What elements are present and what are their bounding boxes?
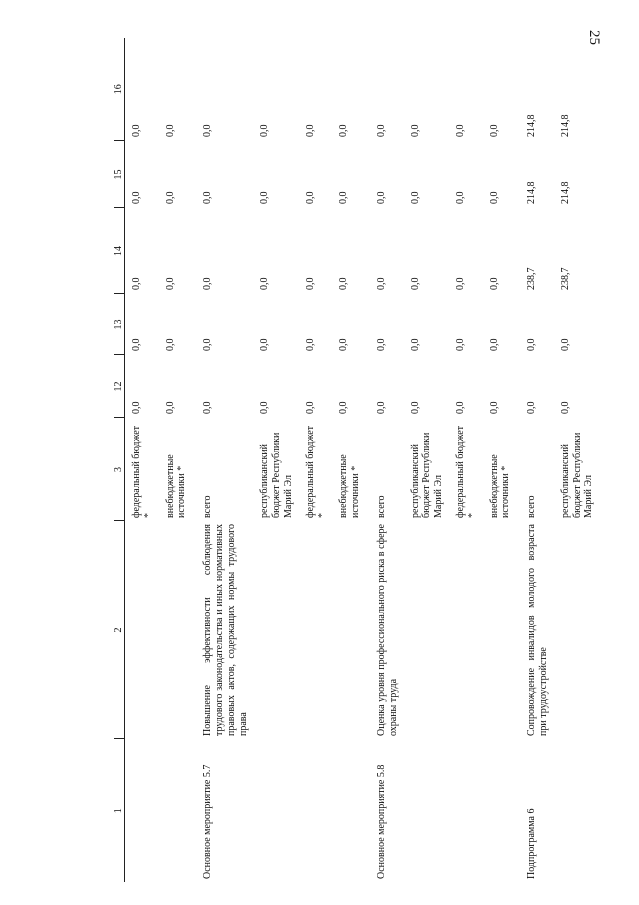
value-cell: 0,0: [488, 124, 500, 137]
budget-table: [114, 38, 599, 882]
column-header: 13: [114, 294, 125, 355]
value-cell: 0,0: [259, 338, 271, 351]
table-row: [299, 38, 333, 882]
funding-source-cell: республиканский бюджет Республики Марий Эл: [409, 432, 445, 518]
value-cell: 0,0: [304, 338, 316, 351]
activity-cell: [332, 739, 366, 882]
value-cell: 0,0: [164, 401, 176, 414]
table-row: [554, 38, 599, 882]
column-header: 14: [114, 208, 125, 294]
value-cell: 0,0: [338, 401, 350, 414]
funding-source-cell: республиканский бюджет Республики Марий Эл: [259, 432, 294, 518]
value-cell: 0,0: [375, 338, 387, 351]
value-cell: 238,7: [526, 267, 538, 290]
activity-cell: [299, 739, 333, 882]
activity-cell: Основное мероприятие 5.7: [202, 764, 214, 879]
column-header: 2: [114, 521, 125, 739]
description-cell: [554, 521, 599, 739]
funding-source-cell: всего: [202, 495, 214, 518]
value-cell: 0,0: [375, 124, 387, 137]
value-cell: 0,0: [488, 401, 500, 414]
table-row: [516, 38, 554, 882]
value-cell: 0,0: [375, 401, 387, 414]
value-cell: 0,0: [164, 338, 176, 351]
value-cell: 214,8: [526, 181, 538, 204]
column-header: 12: [114, 355, 125, 418]
rotated-table-container: [114, 38, 625, 882]
value-cell: 0,0: [409, 191, 421, 204]
description-cell: [483, 521, 517, 739]
table-row: [332, 38, 366, 882]
description-cell: [253, 521, 298, 739]
column-header: 16: [114, 38, 125, 141]
value-cell: 0,0: [304, 401, 316, 414]
column-header: 3: [114, 418, 125, 521]
value-cell: 0,0: [131, 124, 142, 137]
value-cell: 0,0: [454, 191, 466, 204]
table-row: [404, 38, 449, 882]
description-cell: Повышение эффективности соблюдения трудового законодательства и иных нормативных правовых актов, содержащих нормы трудового права: [202, 524, 249, 736]
value-cell: 0,0: [338, 277, 350, 290]
value-cell: 0,0: [304, 124, 316, 137]
value-cell: 0,0: [259, 124, 271, 137]
description-cell: [404, 521, 449, 739]
activity-cell: [253, 739, 298, 882]
activity-cell: [404, 739, 449, 882]
description-cell: [332, 521, 366, 739]
table-row: [449, 38, 483, 882]
value-cell: 0,0: [409, 401, 421, 414]
value-cell: 0,0: [409, 124, 421, 137]
value-cell: 0,0: [131, 191, 142, 204]
funding-source-cell: внебюджетные источники *: [488, 454, 512, 518]
funding-source-cell: федеральный бюджет *: [304, 425, 328, 518]
value-cell: 0,0: [338, 124, 350, 137]
value-cell: 0,0: [375, 277, 387, 290]
value-cell: 0,0: [488, 338, 500, 351]
page-number: 25: [586, 30, 602, 45]
funding-source-cell: внебюджетные источники *: [338, 454, 362, 518]
funding-source-cell: всего: [375, 495, 387, 518]
value-cell: 0,0: [454, 277, 466, 290]
activity-cell: Основное мероприятие 5.8: [375, 764, 387, 879]
funding-source-cell: внебюджетные источники *: [164, 454, 188, 518]
value-cell: 0,0: [131, 277, 142, 290]
value-cell: 0,0: [409, 338, 421, 351]
value-cell: 0,0: [304, 191, 316, 204]
table-row: [483, 38, 517, 882]
funding-source-cell: федеральный бюджет *: [454, 425, 478, 518]
value-cell: 0,0: [164, 124, 176, 137]
table-row: [125, 38, 159, 882]
column-header: 1: [114, 739, 125, 882]
description-cell: [449, 521, 483, 739]
value-cell: 0,0: [409, 277, 421, 290]
funding-source-cell: федеральный бюджет *: [131, 425, 154, 518]
value-cell: 0,0: [338, 338, 350, 351]
value-cell: 0,0: [559, 338, 571, 351]
value-cell: 0,0: [559, 401, 571, 414]
value-cell: 0,0: [454, 124, 466, 137]
value-cell: 0,0: [202, 338, 214, 351]
value-cell: 0,0: [131, 338, 142, 351]
activity-cell: [125, 739, 159, 882]
table-row: [253, 38, 298, 882]
value-cell: 0,0: [259, 401, 271, 414]
column-header: 15: [114, 141, 125, 208]
funding-source-cell: всего: [526, 495, 538, 518]
value-cell: 214,8: [559, 114, 571, 137]
description-cell: Сопровождение инвалидов молодого возраста при трудоустройстве: [526, 524, 549, 736]
value-cell: 0,0: [526, 338, 538, 351]
value-cell: 0,0: [202, 277, 214, 290]
value-cell: 0,0: [131, 401, 142, 414]
value-cell: 0,0: [338, 191, 350, 204]
value-cell: 0,0: [375, 191, 387, 204]
activity-cell: [554, 739, 599, 882]
activity-cell: [449, 739, 483, 882]
description-cell: [125, 521, 159, 739]
value-cell: 0,0: [304, 277, 316, 290]
value-cell: 238,7: [559, 267, 571, 290]
value-cell: 0,0: [202, 401, 214, 414]
funding-source-cell: республиканский бюджет Республики Марий Эл: [559, 432, 595, 518]
value-cell: 0,0: [259, 191, 271, 204]
value-cell: 214,8: [526, 114, 538, 137]
value-cell: 214,8: [559, 181, 571, 204]
value-cell: 0,0: [259, 277, 271, 290]
activity-cell: [483, 739, 517, 882]
description-cell: [159, 521, 193, 739]
value-cell: 0,0: [202, 124, 214, 137]
value-cell: 0,0: [488, 191, 500, 204]
value-cell: 0,0: [164, 277, 176, 290]
activity-cell: Подпрограмма 6: [526, 808, 538, 879]
value-cell: 0,0: [202, 191, 214, 204]
table-row: [159, 38, 193, 882]
description-cell: Оценка уровня профессионального риска в сфере охраны труда: [375, 524, 399, 736]
activity-cell: [159, 739, 193, 882]
value-cell: 0,0: [454, 401, 466, 414]
table-header-row: [114, 38, 125, 882]
value-cell: 0,0: [164, 191, 176, 204]
value-cell: 0,0: [526, 401, 538, 414]
table-row: [366, 38, 404, 882]
value-cell: 0,0: [454, 338, 466, 351]
table-row: [192, 38, 253, 882]
description-cell: [299, 521, 333, 739]
value-cell: 0,0: [488, 277, 500, 290]
